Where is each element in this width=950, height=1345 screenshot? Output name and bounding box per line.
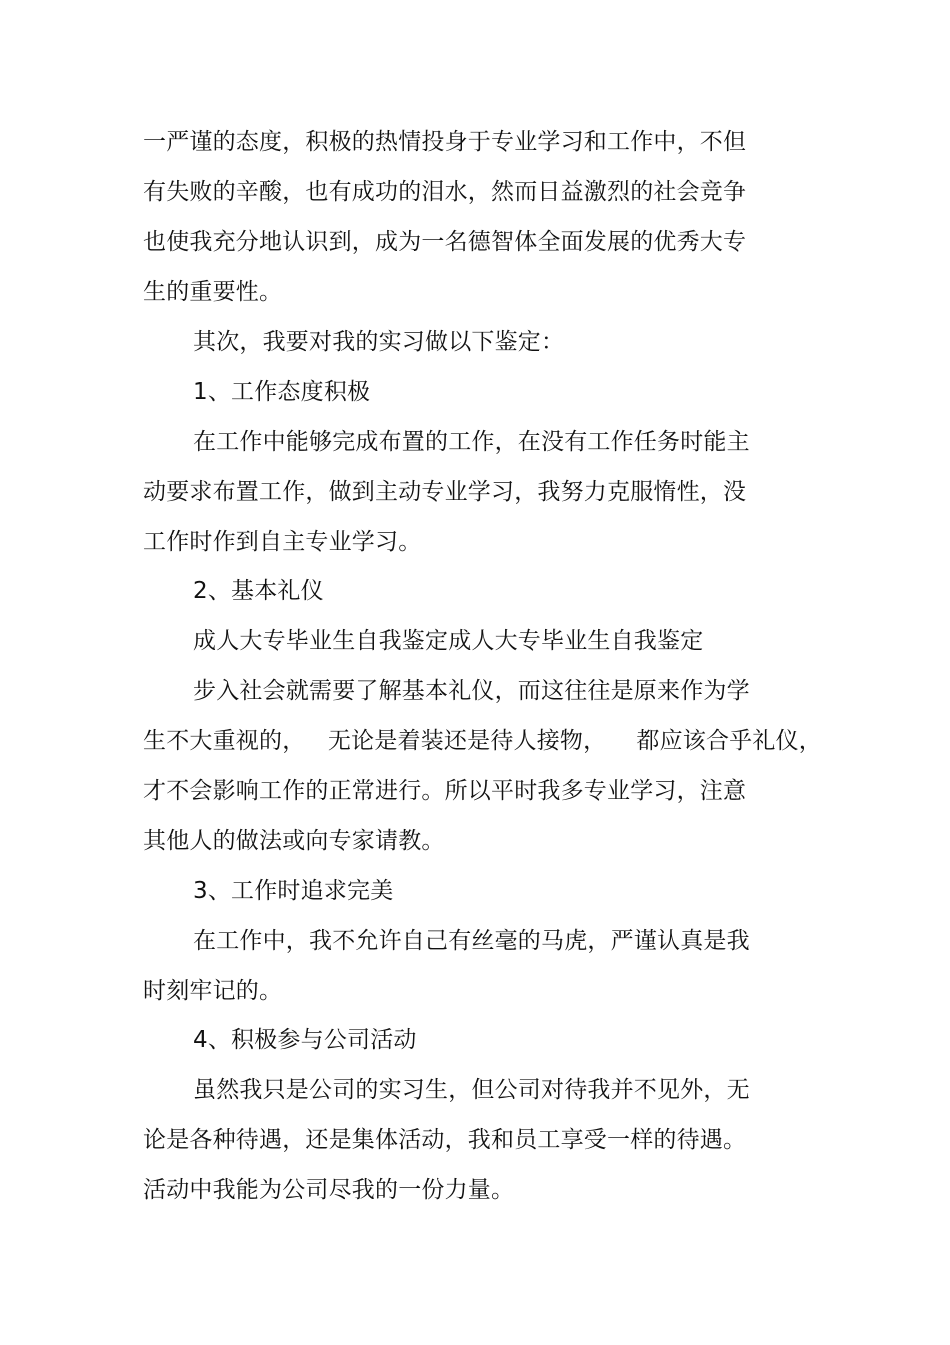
section-heading: 2、基本礼仪 [193,578,324,604]
paragraph-line: 其次，我要对我的实习做以下鉴定： [193,329,565,355]
paragraph-line: 论是各种待遇，还是集体活动，我和员工享受一样的待遇。 [143,1127,747,1153]
section-heading: 1、工作态度积极 [193,379,371,405]
section-heading: 3、工作时追求完美 [193,878,394,904]
paragraph-line: 成人大专毕业生自我鉴定成人大专毕业生自我鉴定 [193,628,704,654]
paragraph-line: 也使我充分地认识到，成为一名德智体全面发展的优秀大专 [143,229,747,255]
paragraph-line: 虽然我只是公司的实习生，但公司对待我并不见外，无 [193,1077,750,1103]
paragraph-line: 动要求布置工作，做到主动专业学习，我努力克服惰性，没 [143,479,747,505]
paragraph-line: 其他人的做法或向专家请教。 [143,828,445,854]
paragraph-line: 时刻牢记的。 [143,978,283,1004]
section-heading: 4、积极参与公司活动 [193,1027,417,1053]
paragraph-line: 一严谨的态度，积极的热情投身于专业学习和工作中，不但 [143,129,747,155]
paragraph-line: 工作时作到自主专业学习。 [143,529,422,555]
paragraph-line: 有失败的辛酸，也有成功的泪水，然而日益激烈的社会竞争 [143,179,747,205]
paragraph-line: 步入社会就需要了解基本礼仪，而这往往是原来作为学 [193,678,750,704]
paragraph-line: 活动中我能为公司尽我的一份力量。 [143,1177,515,1203]
paragraph-line: 生的重要性。 [143,279,283,305]
paragraph-line: 才不会影响工作的正常进行。所以平时我多专业学习，注意 [143,778,747,804]
paragraph-line: 在工作中能够完成布置的工作，在没有工作任务时能主 [193,429,750,455]
paragraph-line: 在工作中，我不允许自己有丝毫的马虎，严谨认真是我 [193,928,750,954]
paragraph-line: 生不大重视的， 无论是着装还是待人接物， 都应该合乎礼仪， [143,728,822,754]
